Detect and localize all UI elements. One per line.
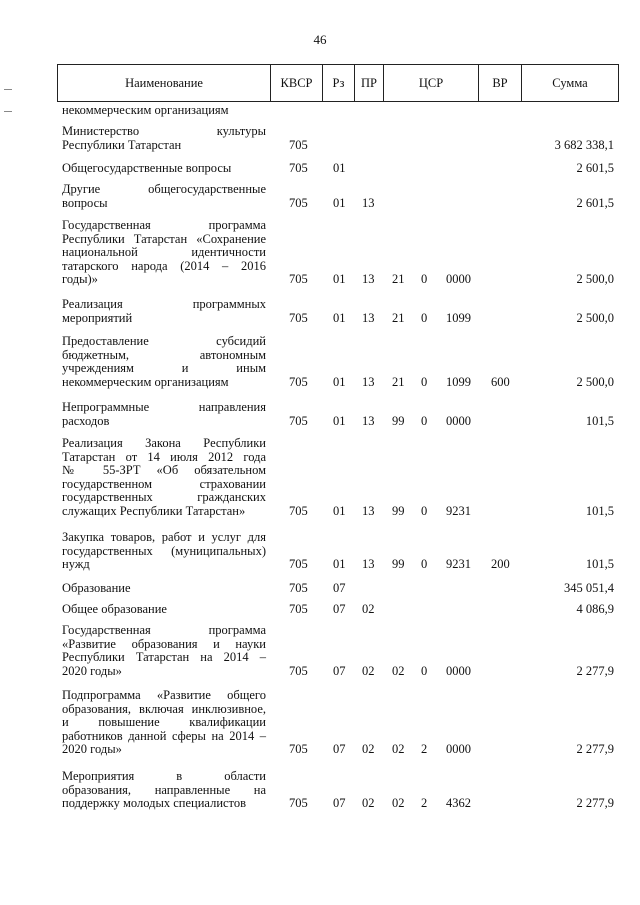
cell-csr3: 4362 [446,796,471,811]
cell-sum: 2 601,5 [576,195,614,210]
cell-csr3: 0000 [446,272,471,287]
cell-sum: 2 601,5 [576,161,614,175]
cell-csr2: 0 [421,504,428,518]
row-name-line: образования, направленные на [62,782,266,797]
cell-rz: 01 [333,504,346,518]
row-name-line: Татарстан от 14 июля 2012 года [62,449,266,464]
row-name-line: мероприятий [62,310,133,325]
cell-pr: 13 [362,504,375,518]
row-name-line: 2020 годы» [62,742,122,757]
cell-pr: 13 [362,374,375,389]
row-name-line: Государственная программа [62,623,266,637]
cell-kvsr: 705 [289,796,308,811]
row-name-line: «Развитие образования и науки [62,636,266,651]
page-number: 46 [313,32,327,47]
cell-rz: 01 [333,413,346,428]
cell-kvsr: 705 [289,272,308,287]
cell-kvsr: 705 [289,161,308,175]
table-header [57,64,619,102]
header-kvsr: КВСР [270,65,322,101]
row-name-line: служащих Республики Татарстан» [62,504,246,518]
cell-sum: 2 277,9 [576,663,614,678]
cell-csr1: 99 [392,413,405,428]
row-name-line: государственных (муниципальных) [62,543,266,558]
header-name: Наименование [125,76,203,90]
row-name-line: Закупка товаров, работ и услуг для [62,530,266,544]
continuation-text: некоммерческим организациям [62,103,229,117]
row-name-line: Другие общегосударственные [62,182,266,196]
cell-csr2: 0 [421,310,428,325]
row-name-line: Реализация Закона Республики [62,436,266,450]
row-name-line: и повышение квалификации [62,715,266,730]
row-name-line: № 55-ЗРТ «Об обязательном [62,463,266,478]
row-name-line: Республики Татарстан [62,137,182,152]
header-pr: ПР [354,65,383,101]
cell-csr1: 99 [392,504,405,518]
cell-csr3: 1099 [446,374,471,389]
cell-pr: 02 [362,602,375,616]
cell-kvsr: 705 [289,310,308,325]
row-name-line: Министерство культуры [62,124,266,138]
cell-csr1: 21 [392,310,405,325]
cell-rz: 07 [333,742,346,757]
row-name-line: учреждениям и иным [62,361,266,376]
row-name-line: Реализация программных [62,297,266,311]
cell-pr: 13 [362,310,375,325]
cell-kvsr: 705 [289,374,308,389]
cell-csr3: 1099 [446,310,471,325]
row-name-line: расходов [62,413,110,428]
cell-sum: 3 682 338,1 [554,137,614,152]
cell-csr1: 99 [392,557,405,572]
row-name-line: государственном страховании [62,476,266,491]
cell-kvsr: 705 [289,663,308,678]
cell-kvsr: 705 [289,581,308,595]
cell-kvsr: 705 [289,602,308,616]
cell-csr3: 0000 [446,742,471,757]
cell-sum: 4 086,9 [576,602,614,616]
header-sum: Сумма [521,65,618,101]
cell-pr: 13 [362,413,375,428]
cell-kvsr: 705 [289,557,308,572]
margin-mark [4,89,12,90]
cell-csr1: 21 [392,272,405,287]
cell-sum: 2 277,9 [576,742,614,757]
cell-rz: 07 [333,663,346,678]
row-name-line: Государственная программа [62,218,266,232]
header-vr: ВР [478,65,521,101]
cell-sum: 101,5 [585,413,614,428]
header-csr: ЦСР [383,65,478,101]
cell-pr: 02 [362,742,375,757]
cell-pr: 13 [362,195,375,210]
row-name-line: вопросы [62,195,108,210]
cell-rz: 01 [333,272,346,287]
cell-sum: 2 500,0 [576,310,614,325]
cell-pr: 02 [362,796,375,811]
row-name-line: бюджетным, автономным [62,347,266,362]
cell-csr1: 02 [392,742,405,757]
cell-rz: 01 [333,374,346,389]
row-name-line: Общее образование [62,602,167,616]
cell-rz: 01 [333,195,346,210]
cell-csr3: 0000 [446,413,471,428]
row-name-line: некоммерческим организациям [62,374,229,389]
row-name-line: нужд [62,557,90,572]
cell-sum: 2 500,0 [576,272,614,287]
row-name-line: государственных гражданских [62,490,266,505]
cell-csr1: 02 [392,663,405,678]
row-name-line: татарского народа (2014 – 2016 [62,258,266,273]
cell-sum: 101,5 [585,557,614,572]
row-name-line: 2020 годы» [62,663,122,678]
cell-csr2: 2 [421,796,428,811]
cell-rz: 01 [333,557,346,572]
cell-rz: 07 [333,602,346,616]
cell-rz: 01 [333,310,346,325]
cell-kvsr: 705 [289,195,308,210]
row-name-line: образования, включая инклюзивное, [62,701,266,716]
cell-sum: 2 500,0 [576,374,614,389]
cell-rz: 01 [333,161,346,175]
row-name-line: работников данной сферы на 2014 – [62,728,266,743]
row-name-line: Непрограммные направления [62,400,266,414]
row-name-line: Общегосударственные вопросы [62,161,232,175]
cell-csr2: 2 [421,742,428,757]
row-name-line: национальной идентичности [62,245,266,260]
margin-mark [4,111,12,112]
cell-sum: 345 051,4 [564,581,614,595]
cell-kvsr: 705 [289,504,308,518]
row-name-line: Предоставление субсидий [62,334,266,348]
cell-pr: 13 [362,557,375,572]
cell-csr2: 0 [421,272,428,287]
cell-pr: 02 [362,663,375,678]
cell-vr: 200 [491,557,510,572]
cell-vr: 600 [491,374,510,389]
cell-csr1: 21 [392,374,405,389]
cell-csr2: 0 [421,413,428,428]
row-name-line: Республики Татарстан на 2014 – [62,650,266,665]
row-name-line: Республики Татарстан «Сохранение [62,231,266,246]
cell-kvsr: 705 [289,742,308,757]
cell-csr2: 0 [421,663,428,678]
cell-pr: 13 [362,272,375,287]
row-name-line: поддержку молодых специалистов [62,796,247,811]
row-name-line: Образование [62,581,131,595]
header-rz: Рз [322,65,354,101]
cell-csr1: 02 [392,796,405,811]
cell-kvsr: 705 [289,413,308,428]
cell-sum: 101,5 [585,504,614,518]
cell-rz: 07 [333,796,346,811]
row-name-line: годы)» [62,272,98,287]
cell-rz: 07 [333,581,346,595]
cell-csr3: 0000 [446,663,471,678]
cell-sum: 2 277,9 [576,796,614,811]
row-name-line: Подпрограмма «Развитие общего [62,688,266,702]
cell-csr2: 0 [421,374,428,389]
row-name-line: Мероприятия в области [62,769,266,783]
cell-kvsr: 705 [289,137,308,152]
cell-csr3: 9231 [446,557,471,572]
cell-csr2: 0 [421,557,428,572]
cell-csr3: 9231 [446,504,471,518]
